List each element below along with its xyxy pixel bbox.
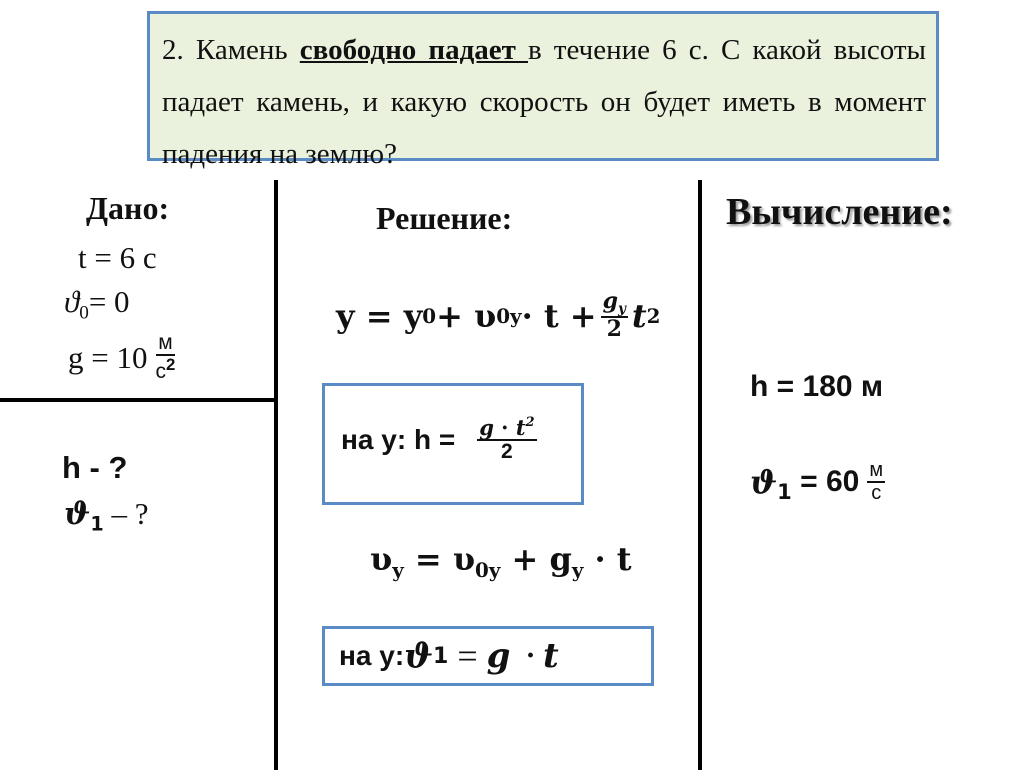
given-initial-velocity <box>64 284 130 325</box>
given-g-unit <box>155 332 175 383</box>
divider-right <box>698 180 702 770</box>
box1-num-pow: 2 <box>525 415 535 430</box>
box2-v-sub: 1 <box>433 643 449 669</box>
given-g-unit-den: с <box>155 360 166 384</box>
box2-v: ϑ <box>404 636 434 676</box>
unknown-v1-rest: – ? <box>103 496 149 531</box>
eq2-times-t: · t <box>583 540 632 578</box>
box2-t: t <box>542 636 559 676</box>
eq2-lhs: υ <box>370 540 393 578</box>
eq2-lhs-sub: y <box>392 557 404 582</box>
unknown-v1-sub: 1 <box>90 512 104 536</box>
box1-num-g: g <box>479 415 494 441</box>
equation-motion <box>336 290 660 341</box>
problem-underlined-phrase: свободно падает <box>299 34 528 66</box>
eq2-g-sub: y <box>571 557 584 582</box>
box1-fraction <box>477 416 536 463</box>
height-formula-box <box>322 383 584 505</box>
result-unit-num: м <box>869 459 884 481</box>
height-formula <box>341 416 537 463</box>
result-v-value: = 60 <box>791 465 860 498</box>
problem-text-before: 2. Камень <box>162 34 300 66</box>
eq1-v-sub: 0y <box>496 303 522 328</box>
problem-box <box>147 11 939 170</box>
eq2-v0-sub: 0y <box>475 557 501 582</box>
eq1-fraction <box>601 290 628 341</box>
given-g-unit-pow: 2 <box>165 355 176 375</box>
eq1-frac-den: 2 <box>606 316 622 343</box>
velocity-formula-box <box>322 626 654 686</box>
box2-label: на y: <box>339 640 405 671</box>
box1-num-dot: · <box>493 415 516 441</box>
divider-given <box>0 398 278 402</box>
eq1-frac-g-sub: y <box>617 300 626 317</box>
problem-text <box>162 24 926 180</box>
heading-solution: Решение: <box>376 200 513 236</box>
result-v-unit <box>867 460 885 504</box>
result-v-sub: 1 <box>777 480 792 504</box>
result-unit-den: с <box>871 482 882 504</box>
unknown-height: h - ? <box>62 450 128 485</box>
equation-velocity <box>370 540 632 582</box>
given-v0-rest: = 0 <box>88 284 130 319</box>
divider-left <box>274 180 278 770</box>
eq1-t: t <box>631 296 647 335</box>
box2-g: g <box>486 636 511 676</box>
given-gravity <box>68 332 175 383</box>
eq1-times-t: · t + <box>521 296 597 335</box>
heading-calculation: Вычисление: <box>726 191 953 233</box>
eq1-plus-v: + υ <box>436 296 497 335</box>
eq1-t-pow: 2 <box>646 303 661 328</box>
box1-label: на y: h = <box>341 423 456 455</box>
eq1-y: y = y <box>336 296 423 335</box>
given-v0-sub: 0 <box>79 302 89 324</box>
unknown-velocity <box>64 496 148 536</box>
box1-num-t: t <box>515 415 526 441</box>
given-g-unit-num: м <box>156 332 174 356</box>
result-height: h = 180 м <box>750 370 884 403</box>
box2-eq: = <box>448 636 487 676</box>
given-time: t = 6 с <box>78 240 157 275</box>
eq2-plus-g: + g <box>500 540 572 578</box>
heading-given: Дано: <box>86 190 170 226</box>
velocity-formula <box>339 635 559 677</box>
result-v-symbol: ϑ <box>750 463 778 501</box>
unknown-v1-symbol: ϑ <box>64 496 91 532</box>
given-v0-symbol: ϑ <box>64 284 80 319</box>
given-g-text: g = 10 <box>68 339 148 375</box>
result-velocity <box>750 460 885 504</box>
eq1-frac-g: g <box>602 288 618 314</box>
eq2-eq: = υ <box>403 540 476 578</box>
box2-dot: · <box>510 639 543 672</box>
problem-text-after: в течение 6 с. С какой высоты падает камень, и какую скорость он будет иметь в момент падения на землю? <box>162 34 926 170</box>
box1-den: 2 <box>501 440 513 464</box>
eq1-y-sub: 0 <box>422 303 437 328</box>
